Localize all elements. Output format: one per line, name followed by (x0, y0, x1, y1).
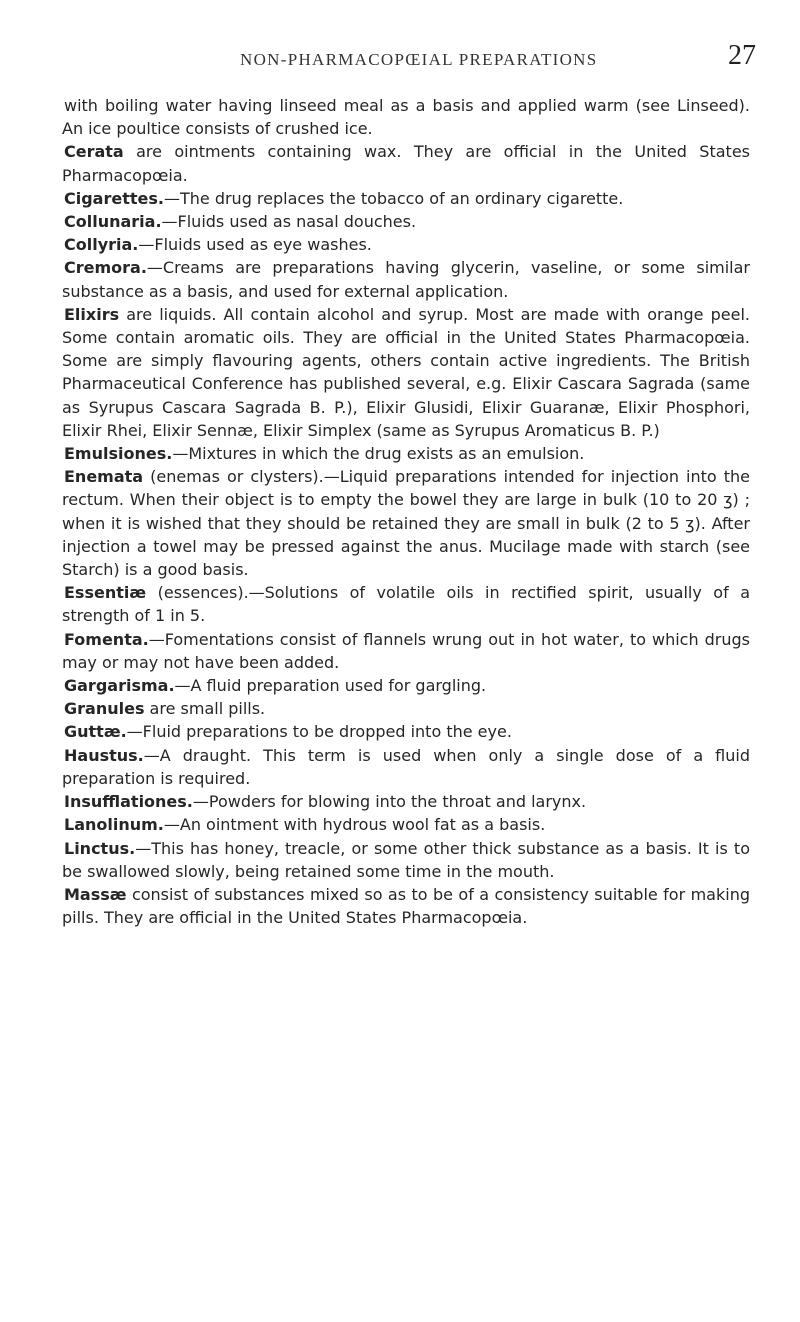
entry-haustus: Haustus.—A draught. This term is used when only a single dose of a fluid preparation is required. (62, 745, 750, 788)
entry-collunaria: Collunaria.—Fluids used as nasal douches. (64, 212, 417, 232)
entry-massae: Massæ consist of substances mixed so as to be of a consistency suitable for making pills. They are official in the United States Pharmacopœia. (62, 884, 750, 928)
entry-term: Massæ (64, 884, 127, 904)
paragraph-linseed-continuation: with boiling water having linseed meal as a basis and applied warm (see Linseed). An ice poultice consists of crushed ice. (62, 96, 750, 139)
entry-term: Gargarisma. (64, 676, 175, 696)
entry-term: Lanolinum. (64, 815, 164, 835)
entry-term: Fomenta. (64, 629, 149, 649)
entry-term: Enemata (64, 467, 144, 487)
entry-term: Cremora. (64, 258, 147, 278)
entry-term: Collunaria. (64, 212, 162, 232)
entry-lanolinum: Lanolinum.—An ointment with hydrous wool fat as a basis. (64, 815, 546, 835)
entry-collyria: Collyria.—Fluids used as eye washes. (64, 235, 372, 255)
entry-term: Emulsiones. (64, 444, 173, 464)
entry-term: Insufflationes. (64, 792, 193, 812)
entry-term: Elixirs (64, 304, 120, 324)
entry-enemata: Enemata (enemas or clysters).—Liquid preparations intended for injection into the rectum. When their object is to empty the bowel they are large in bulk (10 to 20 ʒ) ; when it is wished that they should be retained they are small in bulk (2 to 5 ʒ). After injection a towel may be pressed against the anus. Mucilage made with starch (see Starch) is a good basis. (62, 467, 750, 580)
page-header (0, 40, 800, 80)
entry-term: Collyria. (64, 235, 139, 255)
entry-granules: Granules are small pills. (64, 699, 266, 719)
entry-fomenta: Fomenta.—Fomentations consist of flannels wrung out in hot water, to which drugs may or may not have been added. (62, 629, 750, 672)
entry-term: Linctus. (64, 838, 136, 858)
entry-cigarettes: Cigarettes.—The drug replaces the tobacco of an ordinary cigarette. (64, 188, 624, 208)
running-title: NON-PHARMACOPŒIAL PREPARATIONS (240, 50, 598, 69)
entry-term: Guttæ. (64, 722, 127, 742)
entry-elixirs: Elixirs are liquids. All contain alcohol and syrup. Most are made with orange peel. Some contain aromatic oils. They are official in the United States Pharmacopœia. Some are simply flavouring agents, others contain active ingredients. The British Pharmaceutical Conference has published several, e.g. Elixir Cascara Sagrada (same as Syrupus Cascara Sagrada B. P.), Elixir Glusidi, Elixir Guaranæ, Elixir Phosphori, Elixir Rhei, Elixir Sennæ, Elixir Simplex (same as Syrupus Aromaticus B. P.) (62, 304, 750, 440)
entry-term: Granules (64, 699, 145, 719)
entry-linctus: Linctus.—This has honey, treacle, or some other thick substance as a basis. It is to be swallowed slowly, being retained some time in the mouth. (62, 838, 750, 881)
entry-term: Essentiæ (64, 583, 147, 603)
entry-gargarisma: Gargarisma.—A fluid preparation used for gargling. (64, 676, 487, 696)
entry-cremora: Cremora.—Creams are preparations having glycerin, vaseline, or some similar substance as a basis, and used for external application. (62, 258, 750, 301)
entry-insufflationes: Insufflationes.—Powders for blowing into the throat and larynx. (64, 792, 587, 812)
body-text (62, 94, 750, 929)
entry-term: Haustus. (64, 745, 144, 765)
entry-term: Cerata (64, 142, 124, 162)
page-number: 27 (728, 40, 756, 71)
entry-essentiae: Essentiæ (essences).—Solutions of volatile oils in rectified spirit, usually of a strength of 1 in 5. (62, 583, 750, 626)
entry-emulsiones: Emulsiones.—Mixtures in which the drug exists as an emulsion. (64, 444, 585, 464)
entry-cerata: Cerata are ointments containing wax. They are official in the United States Pharmacopœia. (62, 142, 750, 185)
entry-term: Cigarettes. (64, 188, 164, 208)
entry-guttae: Guttæ.—Fluid preparations to be dropped into the eye. (64, 722, 512, 742)
